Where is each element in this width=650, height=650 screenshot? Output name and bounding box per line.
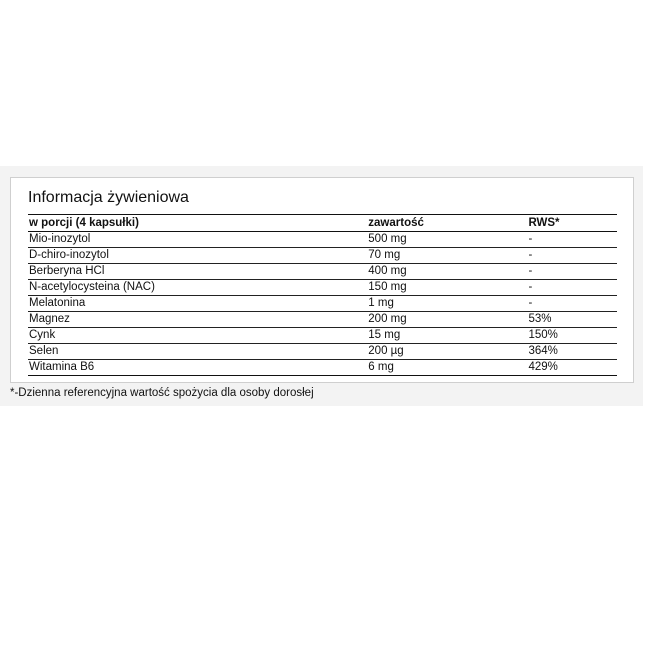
table-row: [28, 360, 617, 376]
table-row: [28, 232, 617, 248]
ingredient-amount: 150 mg: [367, 280, 527, 296]
ingredient-rws: 150%: [527, 328, 617, 344]
table-row: [28, 344, 617, 360]
ingredient-rws: 53%: [527, 312, 617, 328]
ingredient-amount: 200 mg: [367, 312, 527, 328]
nutrition-card: [10, 177, 634, 383]
footnote: *-Dzienna referencyjna wartość spożycia dla osoby dorosłej: [10, 387, 314, 399]
ingredient-amount: 200 µg: [367, 344, 527, 360]
ingredient-name: N-acetylocysteina (NAC): [28, 280, 367, 296]
ingredient-name: Witamina B6: [28, 360, 367, 376]
header-serving: w porcji (4 kapsułki): [28, 215, 367, 232]
ingredient-name: Selen: [28, 344, 367, 360]
table-row: [28, 280, 617, 296]
ingredient-rws: -: [527, 264, 617, 280]
ingredient-rws: -: [527, 296, 617, 312]
ingredient-amount: 400 mg: [367, 264, 527, 280]
ingredient-name: D-chiro-inozytol: [28, 248, 367, 264]
ingredient-rws: 364%: [527, 344, 617, 360]
header-rws: RWS*: [527, 215, 617, 232]
table-header-row: [28, 215, 617, 232]
nutrition-title: Informacja żywieniowa: [28, 189, 189, 206]
header-content: zawartość: [367, 215, 527, 232]
ingredient-amount: 500 mg: [367, 232, 527, 248]
ingredient-rws: -: [527, 248, 617, 264]
ingredient-name: Cynk: [28, 328, 367, 344]
nutrition-table: [28, 214, 617, 376]
ingredient-name: Mio-inozytol: [28, 232, 367, 248]
ingredient-rws: -: [527, 280, 617, 296]
table-row: [28, 296, 617, 312]
ingredient-name: Berberyna HCl: [28, 264, 367, 280]
ingredient-amount: 1 mg: [367, 296, 527, 312]
ingredient-name: Melatonina: [28, 296, 367, 312]
table-row: [28, 312, 617, 328]
table-row: [28, 248, 617, 264]
ingredient-amount: 6 mg: [367, 360, 527, 376]
table-row: [28, 328, 617, 344]
ingredient-amount: 70 mg: [367, 248, 527, 264]
ingredient-name: Magnez: [28, 312, 367, 328]
table-row: [28, 264, 617, 280]
ingredient-amount: 15 mg: [367, 328, 527, 344]
ingredient-rws: 429%: [527, 360, 617, 376]
ingredient-rws: -: [527, 232, 617, 248]
